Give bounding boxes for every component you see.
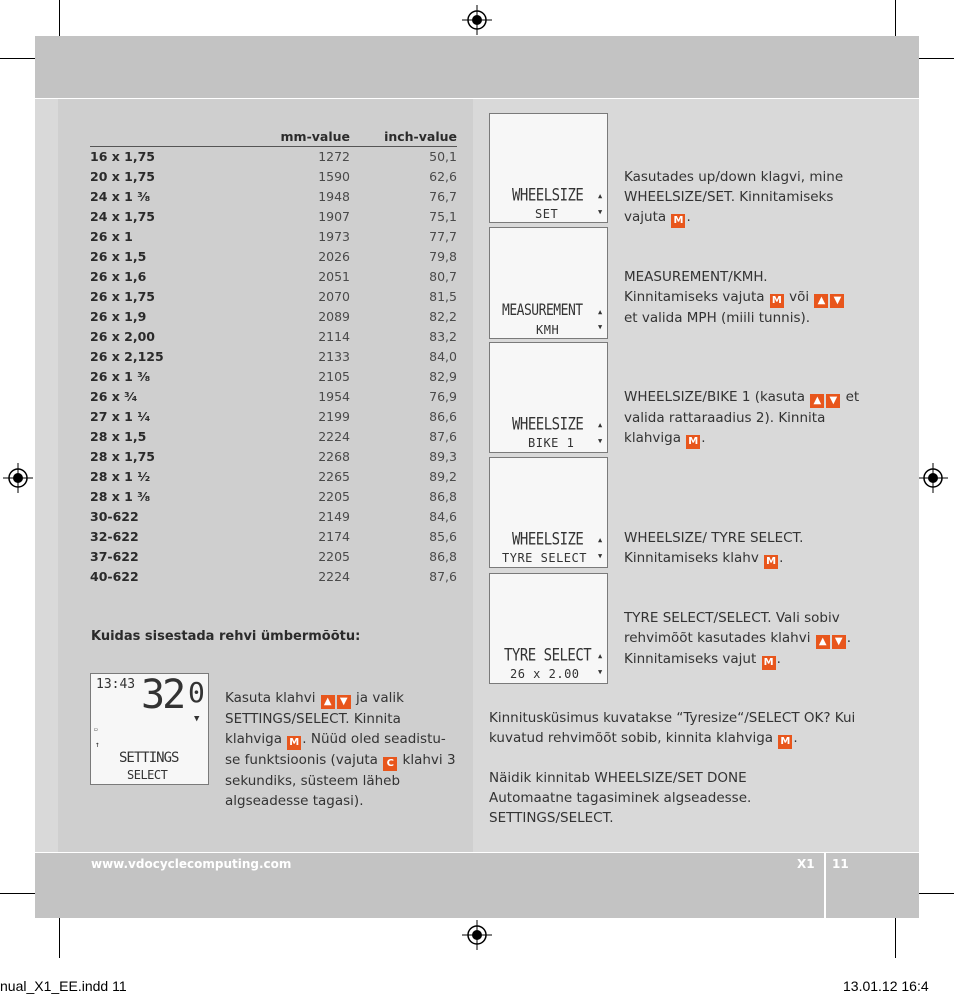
table-row bbox=[90, 246, 457, 266]
registration-mark-icon bbox=[462, 920, 492, 950]
table-row bbox=[90, 206, 457, 226]
up-arrow-icon: ▲ bbox=[598, 192, 603, 200]
up-button-icon: ▲ bbox=[816, 635, 830, 649]
cell-mm: 2265 bbox=[318, 468, 350, 484]
table-row bbox=[90, 266, 457, 286]
cell-mm: 2051 bbox=[318, 268, 350, 284]
step-text-part: TYRE SELECT/SELECT. Vali sobiv rehvimõõt kasutades klahvi bbox=[624, 610, 840, 646]
c-button-icon: C bbox=[383, 757, 397, 771]
header-inch: inch-value bbox=[384, 129, 457, 144]
footer-divider bbox=[824, 853, 826, 918]
cell-mm: 1590 bbox=[318, 168, 350, 184]
step-text bbox=[624, 528, 859, 569]
cell-inch: 84,6 bbox=[429, 508, 457, 524]
cell-inch: 82,2 bbox=[429, 308, 457, 324]
table-row bbox=[90, 326, 457, 346]
table-row bbox=[90, 226, 457, 246]
cell-size: 24 x 1,75 bbox=[90, 208, 156, 224]
cell-inch: 62,6 bbox=[429, 168, 457, 184]
cell-inch: 89,2 bbox=[429, 468, 457, 484]
cell-inch: 75,1 bbox=[429, 208, 457, 224]
table-row bbox=[90, 486, 457, 506]
table-row bbox=[90, 546, 457, 566]
step-text-part: WHEELSIZE/ TYRE SELECT. Kinnitamiseks klahv bbox=[624, 530, 804, 566]
down-arrow-icon: ▼ bbox=[598, 552, 603, 560]
table-rule bbox=[90, 146, 457, 147]
step-display bbox=[489, 573, 608, 684]
down-arrow-icon: ▼ bbox=[194, 714, 200, 724]
m-button-icon: M bbox=[770, 294, 784, 308]
step-text-part: . bbox=[776, 651, 781, 667]
confirm-text-part: . bbox=[793, 730, 798, 746]
cell-inch: 80,7 bbox=[429, 268, 457, 284]
cell-mm: 2224 bbox=[318, 568, 350, 584]
crop-mark bbox=[0, 893, 35, 894]
step-text-part: . bbox=[701, 430, 706, 446]
cell-size: 16 x 1,75 bbox=[90, 148, 156, 164]
cell-mm: 2224 bbox=[318, 428, 350, 444]
cell-mm: 2070 bbox=[318, 288, 350, 304]
cell-mm: 2199 bbox=[318, 408, 350, 424]
m-button-icon: M bbox=[287, 736, 301, 750]
cell-size: 26 x 1,75 bbox=[90, 288, 156, 304]
table-row bbox=[90, 526, 457, 546]
m-button-icon: M bbox=[764, 555, 778, 569]
display-line1: TYRE SELECT bbox=[504, 646, 592, 666]
crop-mark bbox=[919, 893, 954, 894]
m-button-icon: M bbox=[778, 735, 792, 749]
table-row bbox=[90, 506, 457, 526]
cell-size: 37-622 bbox=[90, 548, 139, 564]
cell-mm: 1907 bbox=[318, 208, 350, 224]
crop-mark bbox=[895, 0, 896, 36]
up-button-icon: ▲ bbox=[814, 294, 828, 308]
wheel-size-table bbox=[90, 127, 457, 586]
cell-mm: 1973 bbox=[318, 228, 350, 244]
page-number: 11 bbox=[832, 857, 849, 871]
cell-size: 26 x 2,125 bbox=[90, 348, 164, 364]
cell-inch: 82,9 bbox=[429, 368, 457, 384]
display-big-decimal: 0 bbox=[188, 676, 205, 709]
table-row bbox=[90, 366, 457, 386]
cell-inch: 79,8 bbox=[429, 248, 457, 264]
cell-mm: 2268 bbox=[318, 448, 350, 464]
cell-mm: 2114 bbox=[318, 328, 350, 344]
table-header-row bbox=[90, 127, 457, 146]
up-arrow-icon: ▲ bbox=[598, 308, 603, 316]
cell-mm: 2205 bbox=[318, 548, 350, 564]
cell-size: 26 x 2,00 bbox=[90, 328, 156, 344]
table-row bbox=[90, 446, 457, 466]
cell-size: 28 x 1 ³⁄₈ bbox=[90, 488, 151, 504]
cell-mm: 2105 bbox=[318, 368, 350, 384]
m-button-icon: M bbox=[686, 435, 700, 449]
step-text-part: MEASUREMENT/KMH. Kinnitamiseks vajuta bbox=[624, 269, 769, 305]
table-row bbox=[90, 146, 457, 166]
up-button-icon: ▲ bbox=[810, 394, 824, 408]
table-row bbox=[90, 166, 457, 186]
up-arrow-icon: ▲ bbox=[598, 536, 603, 544]
up-arrow-icon: ▲ bbox=[598, 652, 603, 660]
cell-size: 26 x 1,9 bbox=[90, 308, 147, 324]
display-line2: TYRE SELECT bbox=[502, 551, 587, 565]
header-mm: mm-value bbox=[280, 129, 350, 144]
step-display bbox=[489, 457, 608, 568]
slug-right: 13.01.12 16:4 bbox=[843, 978, 929, 994]
up-button-icon: ▲ bbox=[321, 695, 335, 709]
table-row bbox=[90, 306, 457, 326]
cell-size: 24 x 1 ³⁄₈ bbox=[90, 188, 151, 204]
display-line2: BIKE 1 bbox=[528, 436, 575, 450]
down-arrow-icon: ▼ bbox=[598, 323, 603, 331]
table-row bbox=[90, 426, 457, 446]
table-row bbox=[90, 466, 457, 486]
footer-url: www.vdocyclecomputing.com bbox=[91, 857, 292, 871]
step-text-part: WHEELSIZE/BIKE 1 (kasuta bbox=[624, 389, 810, 405]
display-big-value: 32 bbox=[141, 672, 184, 718]
display-line1: SETTINGS bbox=[119, 750, 179, 766]
registration-mark-icon bbox=[3, 463, 33, 493]
step-text bbox=[624, 387, 864, 449]
table-row bbox=[90, 286, 457, 306]
display-line2: SELECT bbox=[127, 768, 168, 782]
cell-inch: 87,6 bbox=[429, 428, 457, 444]
m-button-icon: M bbox=[762, 656, 776, 670]
cell-size: 26 x 1,5 bbox=[90, 248, 147, 264]
up-arrow-icon: ▲ bbox=[598, 421, 603, 429]
cell-mm: 2149 bbox=[318, 508, 350, 524]
cell-inch: 76,9 bbox=[429, 388, 457, 404]
settings-text-a: Kasuta klahvi bbox=[225, 690, 320, 706]
table-row bbox=[90, 406, 457, 426]
footer-model: X1 bbox=[797, 857, 815, 871]
cell-size: 28 x 1,5 bbox=[90, 428, 147, 444]
crop-mark bbox=[59, 0, 60, 36]
cell-mm: 2205 bbox=[318, 488, 350, 504]
step-text-part: Kasutades up/down klagvi, mine WHEELSIZE/SET. Kinnitamiseks vajuta bbox=[624, 169, 844, 225]
cell-inch: 89,3 bbox=[429, 448, 457, 464]
table-row bbox=[90, 186, 457, 206]
step-display bbox=[489, 113, 608, 223]
cell-size: 26 x 1 ³⁄₈ bbox=[90, 368, 151, 384]
settings-text-d: klahvi 3 sekundiks, süsteem läheb algseadesse tagasi). bbox=[225, 752, 456, 809]
header-band bbox=[35, 36, 919, 98]
cell-size: 28 x 1,75 bbox=[90, 448, 156, 464]
down-button-icon: ▼ bbox=[337, 695, 351, 709]
display-line1: WHEELSIZE bbox=[512, 186, 584, 206]
cell-inch: 86,6 bbox=[429, 408, 457, 424]
display-line2: 26 x 2.00 bbox=[510, 667, 580, 681]
slug-left: nual_X1_EE.indd 11 bbox=[0, 978, 127, 994]
settings-text-c: . Nüüd oled seadistu-se funktsioonis (vajuta bbox=[225, 731, 446, 768]
crop-mark bbox=[0, 58, 35, 59]
step-display bbox=[489, 342, 608, 453]
cell-mm: 2026 bbox=[318, 248, 350, 264]
cell-mm: 1954 bbox=[318, 388, 350, 404]
down-arrow-icon: ▼ bbox=[598, 668, 603, 676]
crop-mark bbox=[895, 918, 896, 958]
table-row bbox=[90, 566, 457, 586]
cell-inch: 86,8 bbox=[429, 548, 457, 564]
cell-size: 26 x 1,6 bbox=[90, 268, 147, 284]
step-text-part: või bbox=[784, 289, 814, 305]
display-time: 13:43 bbox=[96, 677, 136, 692]
cell-size: 20 x 1,75 bbox=[90, 168, 156, 184]
down-arrow-icon: ▼ bbox=[598, 437, 603, 445]
settings-display bbox=[90, 673, 209, 785]
cell-inch: 76,7 bbox=[429, 188, 457, 204]
cell-inch: 85,6 bbox=[429, 528, 457, 544]
confirm-text-part: Kinnitusküsimus kuvatakse “Tyresize“/SELECT OK? Kui kuvatud rehvimõõt sobib, kinnita klahviga bbox=[489, 710, 856, 746]
confirm-text bbox=[489, 708, 864, 749]
cell-size: 32-622 bbox=[90, 528, 139, 544]
step-text-part: . bbox=[779, 550, 784, 566]
step-text-part: et valida rattaraadius 2). Kinnita klahviga bbox=[624, 389, 860, 446]
section-heading: Kuidas sisestada rehvi ümbermõõtu: bbox=[91, 629, 361, 644]
crop-mark bbox=[919, 58, 954, 59]
cell-mm: 2174 bbox=[318, 528, 350, 544]
cell-size: 26 x 1 bbox=[90, 228, 133, 244]
table-row bbox=[90, 386, 457, 406]
cell-inch: 50,1 bbox=[429, 148, 457, 164]
display-indicator-icon: ↑ bbox=[95, 740, 100, 749]
down-button-icon: ▼ bbox=[826, 394, 840, 408]
cell-mm: 1272 bbox=[318, 148, 350, 164]
display-line2: SET bbox=[535, 207, 559, 221]
step-text-part: et valida MPH (miili tunnis). bbox=[624, 310, 811, 326]
cell-size: 28 x 1 ¹⁄₂ bbox=[90, 468, 151, 484]
registration-mark-icon bbox=[918, 463, 948, 493]
display-line1: WHEELSIZE bbox=[512, 415, 584, 435]
done-text: Näidik kinnitab WHEELSIZE/SET DONE Automaatne tagasiminek algseadesse. SETTINGS/SELECT. bbox=[489, 770, 752, 826]
cell-inch: 87,6 bbox=[429, 568, 457, 584]
cell-size: 27 x 1 ¹⁄₄ bbox=[90, 408, 151, 424]
step-text-part: . Kinnitamiseks vajut bbox=[624, 630, 852, 667]
display-line1: MEASUREMENT bbox=[502, 302, 583, 320]
display-line2: KMH bbox=[536, 323, 560, 337]
display-line1: WHEELSIZE bbox=[512, 530, 584, 550]
cell-size: 40-622 bbox=[90, 568, 139, 584]
step-text bbox=[624, 608, 859, 670]
down-button-icon: ▼ bbox=[832, 635, 846, 649]
cell-inch: 77,7 bbox=[429, 228, 457, 244]
step-text bbox=[624, 167, 859, 228]
cell-inch: 84,0 bbox=[429, 348, 457, 364]
step-text bbox=[624, 267, 859, 328]
cell-mm: 2089 bbox=[318, 308, 350, 324]
down-button-icon: ▼ bbox=[830, 294, 844, 308]
header-size bbox=[90, 127, 260, 146]
cell-inch: 81,5 bbox=[429, 288, 457, 304]
cell-size: 30-622 bbox=[90, 508, 139, 524]
registration-mark-icon bbox=[462, 5, 492, 35]
settings-text-b: ja valik SETTINGS/SELECT. Kinnita klahviga bbox=[225, 690, 404, 747]
step-display bbox=[489, 227, 608, 339]
table-row bbox=[90, 346, 457, 366]
cell-inch: 86,8 bbox=[429, 488, 457, 504]
m-button-icon: M bbox=[671, 214, 685, 228]
cell-inch: 83,2 bbox=[429, 328, 457, 344]
down-arrow-icon: ▼ bbox=[598, 208, 603, 216]
settings-instructions bbox=[225, 688, 460, 811]
crop-mark bbox=[59, 918, 60, 958]
step-text-part: . bbox=[686, 209, 691, 225]
cell-size: 26 x ³⁄₄ bbox=[90, 388, 138, 404]
display-indicator-icon: ▭ bbox=[94, 726, 98, 733]
cell-mm: 2133 bbox=[318, 348, 350, 364]
cell-mm: 1948 bbox=[318, 188, 350, 204]
